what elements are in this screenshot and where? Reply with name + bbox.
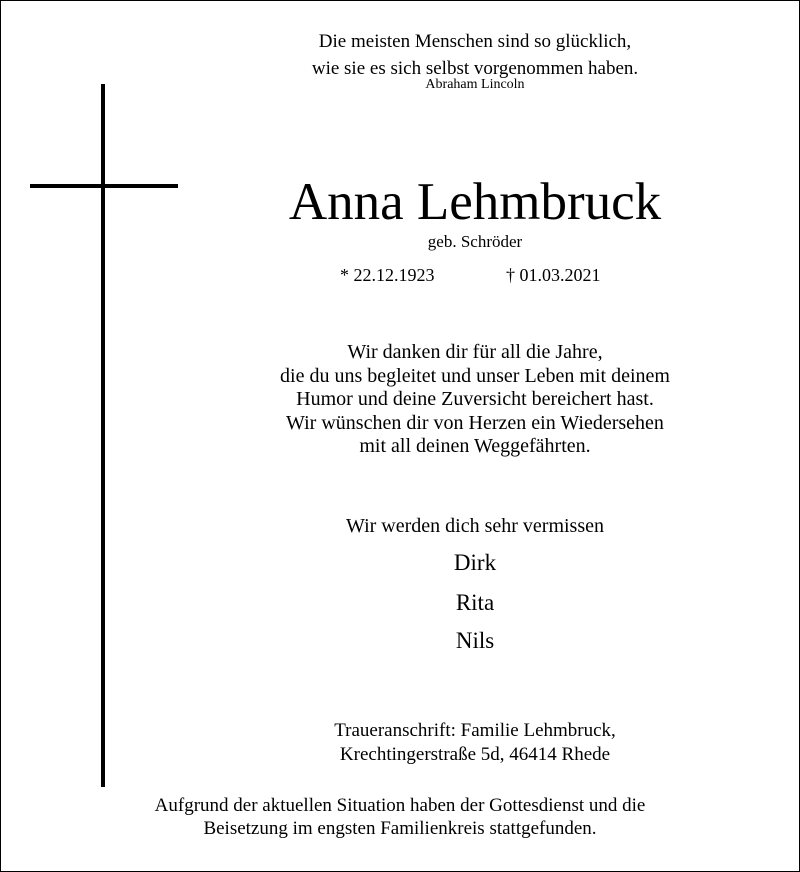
mourner-name: Rita [455, 590, 495, 615]
message-line-1: Wir danken dir für all die Jahre, [347, 341, 603, 363]
address-line-2: Krechtingerstraße 5d, 46414 Rhede [339, 744, 611, 765]
message-line-2: die du uns begleitet und unser Leben mit deinem [280, 364, 670, 387]
message-line-5: mit all deinen Weggefährten. [359, 435, 591, 457]
farewell-message [150, 341, 800, 459]
notice-line-1: Aufgrund der aktuellen Situation haben der Gottesdienst und die [154, 795, 646, 816]
message-line-3: Humor und deine Zuversicht bereichert hast. [296, 388, 654, 410]
deceased-name: Anna Lehmbruck [288, 173, 662, 231]
notice-line-2: Beisetzung im engsten Familienkreis stattgefunden. [203, 818, 597, 839]
quote [150, 28, 800, 82]
mourner-name: Dirk [453, 550, 497, 575]
quote-line-2: wie sie es sich selbst vorgenommen haben. [311, 58, 639, 79]
cross-vertical-bar [101, 84, 105, 787]
mourning-address [150, 719, 800, 767]
funeral-notice [0, 794, 800, 840]
mourners-intro: Wir werden dich sehr vermissen [346, 515, 604, 537]
message-line-4: Wir wünschen dir von Herzen ein Wiedersehen [286, 411, 664, 434]
address-line-1: Traueranschrift: Familie Lehmbruck, [334, 720, 616, 741]
mourner-name: Nils [455, 628, 495, 653]
death-date: † 01.03.2021 [506, 265, 601, 285]
quote-line-1: Die meisten Menschen sind so glücklich, [318, 31, 632, 52]
birth-date: * 22.12.1923 [340, 265, 435, 285]
quote-author: Abraham Lincoln [425, 77, 525, 92]
maiden-name: geb. Schröder [427, 232, 523, 251]
